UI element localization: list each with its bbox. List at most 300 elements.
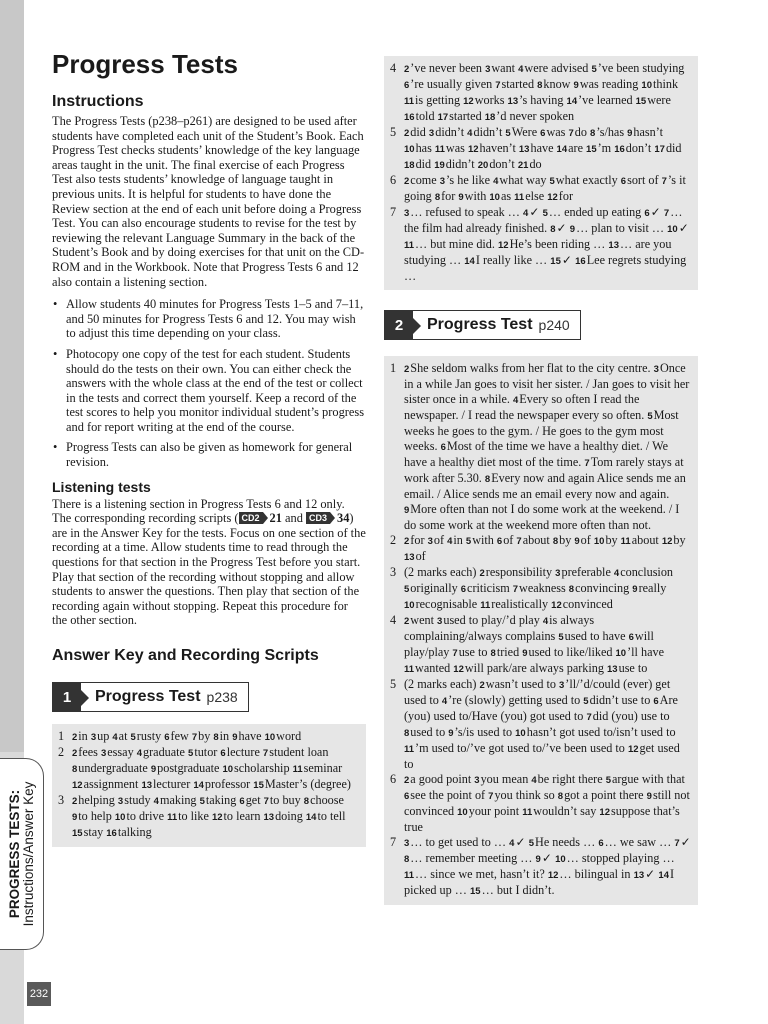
item-number: 2 [404, 775, 410, 786]
question-number: 5 [390, 677, 397, 691]
item-number: 4 [467, 128, 473, 139]
item-answer: ✓ [561, 253, 573, 267]
answer-question [390, 533, 692, 565]
answer-question [58, 793, 360, 841]
item-number: 18 [484, 112, 496, 123]
item-answer: ’m [597, 141, 612, 155]
item-answer: were advised [524, 61, 589, 75]
item-answer: do [574, 125, 587, 139]
item-number: 10 [404, 144, 415, 155]
item-number: 7 [661, 176, 667, 187]
item-answer: was [546, 125, 566, 139]
item-answer: Every so often I read the newspaper. / I read the newspaper every so often. [404, 392, 645, 422]
item-number: 10 [615, 648, 627, 659]
item-number: 2 [479, 568, 485, 579]
item-number: 7 [263, 796, 269, 807]
item-number: 3 [404, 838, 410, 849]
item-number: 11 [404, 870, 415, 881]
item-number: 2 [404, 364, 410, 375]
item-answer: He needs … [535, 835, 596, 849]
item-answer: ✓ [529, 205, 540, 219]
item-answer: by [198, 729, 211, 743]
item-number: 5 [542, 208, 548, 219]
item-answer: as [500, 189, 512, 203]
item-answer: what exactly [555, 173, 618, 187]
item-number: 11 [167, 812, 178, 823]
test-page-ref: p238 [206, 689, 238, 705]
item-answer: in [78, 729, 88, 743]
cd2-arrow-icon [263, 512, 268, 524]
item-number: 10 [264, 732, 276, 743]
item-answer: tried [496, 645, 520, 659]
item-number: 11 [514, 192, 525, 203]
cd2-badge: CD2 [239, 512, 263, 524]
item-number: 6 [620, 176, 627, 187]
item-answer: tutor [194, 745, 218, 759]
item-number: 8 [484, 474, 491, 485]
item-answer: … but mine did. [415, 237, 495, 251]
question-number: 3 [58, 793, 65, 807]
item-answer: ’s/has [596, 125, 625, 139]
item-number: 7 [586, 712, 592, 723]
item-answer: hasn’t got used to/isn’t used to [526, 725, 676, 739]
item-number: 18 [404, 160, 415, 171]
item-answer: think [653, 77, 679, 91]
item-answer: assignment [83, 777, 139, 791]
item-answer: really [638, 581, 667, 595]
item-answer: ’ve been studying [597, 61, 685, 75]
item-answer: … bilingual in [559, 867, 631, 881]
item-number: 3 [555, 568, 561, 579]
item-answer: be right there [537, 772, 603, 786]
item-number: 5 [549, 176, 555, 187]
item-number: 9 [535, 854, 541, 865]
question-number: 3 [390, 565, 397, 579]
item-number: 2 [479, 680, 485, 691]
item-number: 17 [437, 112, 449, 123]
item-number: 6 [644, 208, 650, 219]
item-number: 16 [614, 144, 625, 155]
item-number: 9 [569, 224, 576, 235]
item-number: 16 [106, 828, 117, 839]
item-answer: helping [78, 793, 115, 807]
item-number: 6 [164, 732, 170, 743]
item-answer: stay [83, 825, 104, 839]
item-number: 12 [463, 96, 474, 107]
item-number: 5 [605, 775, 611, 786]
item-answer: criticism [467, 581, 510, 595]
item-answer: word [276, 729, 302, 743]
item-answer: used to like/liked [528, 645, 613, 659]
item-answer: didn’t [445, 157, 475, 171]
instructions-text: The Progress Tests (p238–p261) are designed to be used after students have completed each unit of the Student’s Book. Each Progress Test checks students’ knowledge of the key language areas taught in the unit. The final exercise of each Progress Test also tests students’ knowledge of language taught in previous units. It is helpful for students to have done the Review section at the end of each unit before doing a Progress Test. You can also encourage students to revise for the test by reviewing the relevant Language Summary in the back of the Student’s Book and by doing exercises for that unit on the CD-ROM and in the Workbook. Note that Progress Tests 6 and 12 also contain a listening section. [52, 114, 365, 289]
item-number: 5 [465, 536, 472, 547]
item-answer: (2 marks each) [404, 677, 477, 691]
item-answer: ’s he like [446, 173, 491, 187]
item-number: 9 [448, 728, 454, 739]
item-number: 7 [452, 648, 458, 659]
item-number: 3 [474, 775, 480, 786]
question-number: 2 [58, 745, 65, 759]
item-answer: you mean [480, 772, 529, 786]
item-number: 8 [557, 791, 564, 802]
item-number: 8 [552, 536, 559, 547]
item-answer: about [522, 533, 550, 547]
item-number: 3 [100, 748, 107, 759]
item-number: 5 [188, 748, 194, 759]
page-number: 232 [27, 982, 51, 1006]
page-title: Progress Tests [52, 49, 238, 79]
item-answer: … refused to speak … [410, 205, 520, 219]
item-number: 4 [441, 696, 448, 707]
item-number: 10 [457, 807, 468, 818]
item-answer: graduate [143, 745, 185, 759]
item-number: 8 [404, 854, 410, 865]
test-page-ref: p240 [538, 317, 570, 333]
answer-question [390, 361, 692, 533]
item-number: 11 [404, 664, 415, 675]
item-number: 4 [509, 838, 515, 849]
item-number: 11 [480, 600, 491, 611]
question-number: 7 [390, 835, 397, 849]
cd3-arrow-icon [330, 512, 335, 524]
item-answer: don’t [625, 141, 652, 155]
item-answer: ’re (slowly) getting used to [448, 693, 581, 707]
item-answer: for [441, 189, 456, 203]
answer-items [72, 745, 360, 793]
item-answer: I really like … [475, 253, 548, 267]
item-number: 13 [608, 240, 619, 251]
item-number: 13 [507, 96, 519, 107]
answer-question [390, 613, 692, 677]
item-answer: Are (you) used to/Have (you) got used to [404, 693, 678, 723]
item-answer: Most of the time we have a healthy diet. / We have a healthy diet most of the time. [404, 439, 669, 469]
answer-items [404, 533, 692, 565]
item-number: 13 [404, 552, 415, 563]
answer-items [404, 361, 692, 533]
instructions-bullets [52, 297, 366, 470]
test-number: 1 [53, 683, 81, 711]
item-number: 6 [404, 80, 410, 91]
item-number: 7 [663, 208, 670, 219]
item-number: 5 [505, 128, 511, 139]
item-number: 9 [150, 764, 157, 775]
item-number: 11 [620, 536, 631, 547]
item-number: 2 [404, 128, 410, 139]
item-answer: Master’s (degree) [264, 777, 351, 791]
item-number: 6 [404, 791, 410, 802]
item-number: 9 [646, 791, 652, 802]
item-number: 3 [404, 208, 410, 219]
item-number: 12 [547, 870, 559, 881]
item-number: 4 [523, 208, 529, 219]
item-number: 19 [434, 160, 445, 171]
item-number: 15 [586, 144, 597, 155]
item-number: 11 [404, 240, 415, 251]
item-answer: ’s/is used to [454, 725, 513, 739]
progress-test-1-header [52, 682, 249, 712]
item-number: 4 [531, 775, 537, 786]
item-answer: ’m used to/’ve got used to/’ve been used to [415, 741, 625, 755]
item-answer: with [464, 189, 487, 203]
item-number: 10 [593, 536, 605, 547]
question-number: 2 [390, 533, 397, 547]
item-number: 16 [575, 256, 586, 267]
item-answer: want [491, 61, 516, 75]
item-number: 4 [493, 176, 499, 187]
item-answer: weakness [519, 581, 566, 595]
item-number: 6 [496, 536, 503, 547]
answer-key-heading: Answer Key and Recording Scripts [52, 647, 319, 664]
item-answer: will park/are always parking [464, 661, 604, 675]
item-answer: by [559, 533, 572, 547]
item-answer: few [170, 729, 189, 743]
item-number: 7 [488, 791, 494, 802]
item-number: 12 [551, 600, 562, 611]
item-answer: ✓ [678, 221, 689, 235]
item-number: 10 [114, 812, 126, 823]
item-number: 8 [490, 648, 496, 659]
item-answer: was reading [579, 77, 639, 91]
item-number: 12 [467, 144, 479, 155]
item-number: 7 [512, 584, 519, 595]
item-answer: More often than not I do some work at the weekend. / I do some work at the weekend more often than not. [404, 502, 680, 532]
item-number: 14 [556, 144, 568, 155]
item-answer: ✓ [645, 867, 656, 881]
answer-items [404, 205, 692, 284]
question-number: 1 [58, 729, 65, 743]
item-answer: ’ll/’d/could (ever) get used to [404, 677, 671, 707]
item-answer: else [525, 189, 545, 203]
question-number: 7 [390, 205, 397, 219]
item-number: 7 [495, 80, 501, 91]
item-answer: a good point [410, 772, 472, 786]
item-number: 20 [477, 160, 489, 171]
item-number: 15 [635, 96, 647, 107]
question-number: 6 [390, 173, 397, 187]
item-number: 12 [627, 744, 639, 755]
item-answer: is always complaining/always complains [404, 613, 595, 643]
item-number: 7 [584, 458, 590, 469]
item-answer: … ended up eating [548, 205, 642, 219]
item-number: 3 [559, 680, 565, 691]
answer-items [72, 793, 360, 841]
answer-question [390, 125, 692, 173]
item-answer: … are you studying … [404, 237, 672, 267]
item-number: 2 [404, 176, 410, 187]
item-answer: get used to [404, 741, 680, 771]
item-number: 8 [434, 192, 441, 203]
item-number: 12 [599, 807, 610, 818]
item-number: 4 [518, 64, 524, 75]
item-number: 2 [72, 796, 78, 807]
item-answer: what way [499, 173, 547, 187]
item-number: 3 [428, 128, 435, 139]
answer-items [72, 729, 360, 745]
item-number: 16 [404, 112, 415, 123]
item-answer: ’re usually given [410, 77, 493, 91]
item-answer: use to [618, 661, 648, 675]
item-number: 13 [518, 144, 530, 155]
item-number: 12 [498, 240, 509, 251]
item-answer: She seldom walks from her flat to the city centre. [410, 361, 651, 375]
item-number: 14 [566, 96, 578, 107]
item-number: 12 [72, 780, 83, 791]
item-answer: taking [205, 793, 237, 807]
item-number: 4 [512, 395, 519, 406]
item-answer: ✓ [556, 221, 567, 235]
answer-question [390, 835, 692, 899]
item-answer: in [453, 533, 463, 547]
item-number: 9 [458, 192, 464, 203]
answer-question [58, 745, 360, 793]
item-number: 13 [263, 812, 275, 823]
item-answer: wanted [415, 661, 451, 675]
item-answer: of [415, 549, 426, 563]
item-answer: Lee regrets studying … [404, 253, 687, 283]
item-number: 6 [540, 128, 546, 139]
item-answer: realistically [491, 597, 549, 611]
item-answer: for [410, 533, 425, 547]
bullet-item: • Photocopy one copy of the test for each student. Students should do the tests on their own. You can either check the answers with the whole class at the end of the test or collect in the tests and correct them yourself. Keep a record of the test scores to help you monitor individual student’s progress and for report writing at the end of the course. [52, 347, 366, 435]
item-number: 6 [220, 748, 226, 759]
item-answer: know [543, 77, 571, 91]
item-number: 14 [464, 256, 475, 267]
item-number: 10 [641, 80, 652, 91]
item-number: 9 [632, 584, 638, 595]
item-number: 2 [404, 616, 410, 627]
item-answer: student loan [269, 745, 329, 759]
item-number: 14 [305, 812, 317, 823]
item-number: 15 [550, 256, 561, 267]
side-bar-top [0, 0, 24, 752]
item-answer: got a point there [564, 788, 644, 802]
item-number: 4 [542, 616, 549, 627]
item-number: 9 [232, 732, 238, 743]
item-answer: ’ll have [627, 645, 664, 659]
item-number: 8 [568, 584, 575, 595]
item-answer: He’s been riding … [509, 237, 606, 251]
item-number: 6 [653, 696, 659, 707]
item-answer: professor [204, 777, 251, 791]
item-answer: doing [275, 809, 303, 823]
item-answer: ’s it going [404, 173, 686, 203]
bullet-item: • Progress Tests can also be given as homework for general revision. [52, 440, 366, 469]
item-answer: to drive [126, 809, 165, 823]
item-answer: argue with that [611, 772, 685, 786]
item-answer: don’t [489, 157, 515, 171]
item-answer: use to [458, 645, 488, 659]
item-number: 3 [439, 176, 446, 187]
item-answer: will play/play [404, 629, 654, 659]
item-answer: ’d never spoken [496, 109, 575, 123]
cd3-track: 34 [337, 511, 350, 526]
item-answer: Once in a while Jan goes to visit her sister. / Jan goes to visit her sister once in a while. [404, 361, 690, 406]
answer-items [404, 613, 692, 677]
item-number: 5 [583, 696, 589, 707]
test-1-answers [52, 724, 366, 847]
item-number: 8 [72, 764, 78, 775]
item-number: 5 [199, 796, 205, 807]
item-number: 8 [537, 80, 543, 91]
item-number: 12 [211, 812, 223, 823]
item-answer: started [501, 77, 535, 91]
item-answer: talking [117, 825, 152, 839]
item-number: 7 [568, 128, 574, 139]
instructions-heading: Instructions [52, 93, 144, 110]
item-answer: Most weeks he goes to the gym. / He goes to the gym most weeks. [404, 408, 679, 453]
test-title [81, 683, 248, 711]
item-answer: did (you) use to [592, 709, 670, 723]
item-answer: making [159, 793, 197, 807]
item-number: 7 [262, 748, 269, 759]
item-answer: by [605, 533, 618, 547]
item-answer: conclusion [620, 565, 674, 579]
item-answer: of [503, 533, 514, 547]
section-tab-label [8, 759, 36, 949]
item-answer: essay [107, 745, 134, 759]
item-number: 8 [550, 224, 556, 235]
test-title [413, 311, 580, 339]
item-answer: Were [511, 125, 538, 139]
item-answer: of [433, 533, 445, 547]
item-number: 2 [72, 732, 78, 743]
item-number: 13 [141, 780, 153, 791]
cd3-badge: CD3 [306, 512, 330, 524]
listening-text-part2: ) are in the Answer Key for the tests. Focus on one section of the recording at a time. Allow students time to read through the questions for that section in the Progress Test before you start. Play that section of the recording without stopping and allow students to answer the questions. Then play that section of the recording again without stopping. Repeat this procedure for the other section. [52, 511, 366, 628]
item-answer: ’ve learned [578, 93, 633, 107]
item-answer: to tell [317, 809, 346, 823]
item-answer: about [631, 533, 659, 547]
item-answer: … since we met, hasn’t it? [415, 867, 545, 881]
item-answer: up [97, 729, 110, 743]
item-number: 9 [574, 536, 580, 547]
question-number: 4 [390, 61, 397, 75]
listening-text [52, 497, 366, 628]
section-tab-line1: PROGRESS TESTS: [7, 789, 22, 919]
test-number: 2 [385, 311, 413, 339]
item-number: 3 [117, 796, 124, 807]
listening-and: and [285, 511, 303, 526]
answer-question [390, 61, 692, 125]
item-number: 8 [303, 796, 310, 807]
item-answer: I picked up … [404, 867, 675, 897]
item-answer: were [647, 93, 671, 107]
item-number: 6 [460, 584, 467, 595]
item-answer: study [124, 793, 151, 807]
item-answer: Every now and again Alice sends me an email. / Alice sends me an email every now and again. [404, 471, 686, 501]
item-number: 15 [72, 828, 83, 839]
item-number: 13 [633, 870, 645, 881]
item-answer: your point [468, 804, 520, 818]
answer-items [404, 125, 692, 173]
item-number: 9 [522, 648, 528, 659]
item-number: 3 [437, 616, 443, 627]
item-number: 11 [292, 764, 303, 775]
item-number: 6 [440, 442, 446, 453]
answer-items [404, 772, 692, 835]
item-answer: did [410, 125, 426, 139]
item-answer: come [410, 173, 437, 187]
item-answer: … remember meeting … [410, 851, 533, 865]
item-number: 4 [136, 748, 143, 759]
question-number: 5 [390, 125, 397, 139]
right-column [384, 56, 698, 905]
answer-question [390, 677, 692, 772]
item-answer: went [410, 613, 434, 627]
item-answer: are [568, 141, 583, 155]
item-answer: do [529, 157, 542, 171]
